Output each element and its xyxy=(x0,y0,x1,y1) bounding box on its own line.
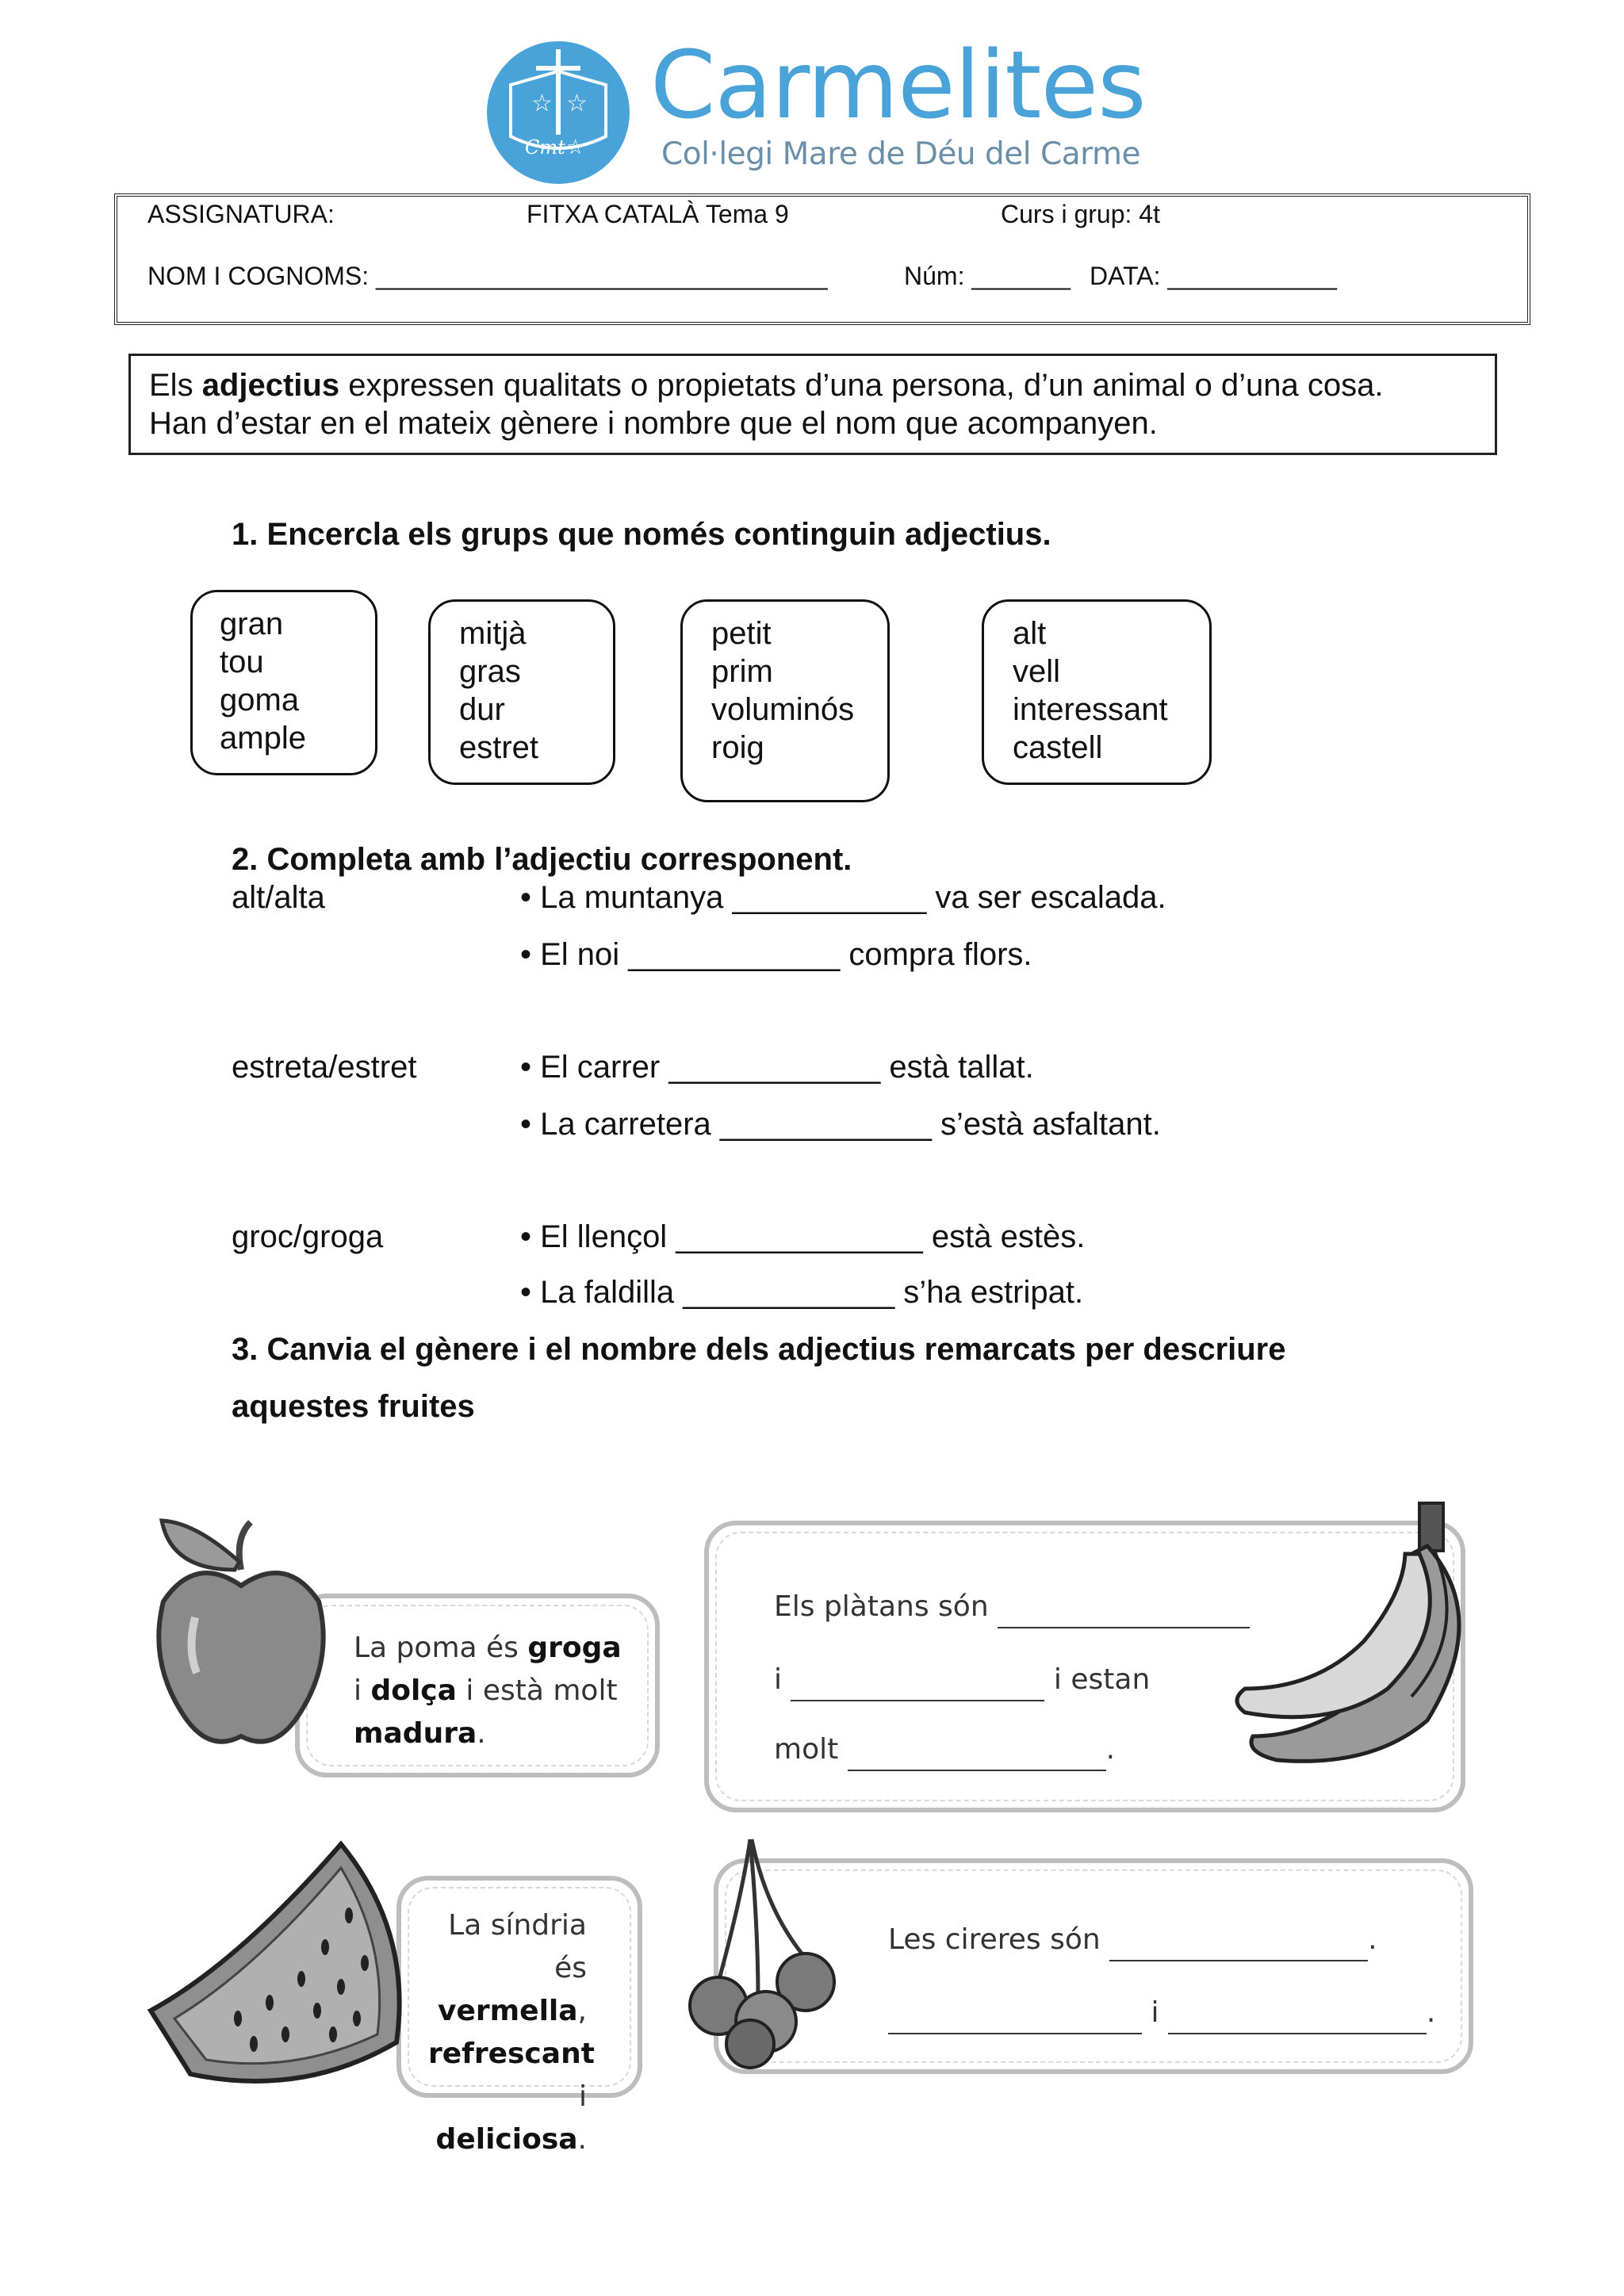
answer-blank[interactable] xyxy=(998,1600,1250,1628)
answer-blank[interactable] xyxy=(1168,2006,1427,2034)
sentence-blank[interactable]: • La faldilla ____________ s’ha estripat. xyxy=(520,1275,1084,1310)
definition-line-1: Els adjectius expressen qualitats o propietats d’una persona, d’un animal o d’una cosa. xyxy=(149,368,1384,403)
exercise-3-title-line-2: aquestes fruites xyxy=(232,1389,475,1424)
svg-text:☆: ☆ xyxy=(566,136,585,159)
banana-line-2[interactable]: i i estan xyxy=(774,1659,1150,1701)
banana-line-3[interactable]: molt . xyxy=(774,1728,1115,1771)
number-field[interactable]: Núm: _______ xyxy=(904,262,1071,290)
svg-text:Cmt: Cmt xyxy=(525,136,565,159)
cherries-icon xyxy=(687,1831,845,2069)
word: dur xyxy=(459,692,505,727)
sentence-blank[interactable]: • La carretera ____________ s’està asfaltant. xyxy=(520,1107,1161,1142)
word: petit xyxy=(711,616,772,651)
adjective-pair: alt/alta xyxy=(232,880,325,915)
adjective-pair: groc/groga xyxy=(232,1219,384,1254)
definition-line-2: Han d’estar en el mateix gènere i nombre que el nom que acompanyen. xyxy=(149,406,1158,441)
brand-title: Carmelites xyxy=(650,30,1146,140)
svg-text:☆: ☆ xyxy=(531,90,553,117)
cherries-line-2[interactable]: i . xyxy=(888,1992,1435,2034)
subject-label: ASSIGNATURA: xyxy=(147,200,335,228)
word: mitjà xyxy=(459,616,527,651)
word: estret xyxy=(459,730,539,765)
word: prim xyxy=(711,654,773,689)
banana-icon xyxy=(1229,1498,1499,1784)
exercise-1-title: 1. Encercla els grups que només continguin adjectius. xyxy=(232,517,1051,552)
word: gran xyxy=(220,607,284,641)
word: alt xyxy=(1013,616,1047,651)
apple-icon xyxy=(147,1514,335,1760)
answer-blank[interactable] xyxy=(888,2006,1142,2034)
word-group-2[interactable] xyxy=(428,599,615,785)
word: gras xyxy=(459,654,521,689)
cherries-line-1[interactable]: Les cireres són . xyxy=(888,1919,1377,1961)
exercise-2-title: 2. Completa amb l’adjectiu corresponent. xyxy=(232,842,852,877)
sheet-title: FITXA CATALÀ Tema 9 xyxy=(527,200,789,228)
brand-subtitle: Col·legi Mare de Déu del Carme xyxy=(661,136,1140,172)
apple-text: La poma és groga i dolça i està molt madura. xyxy=(354,1632,622,1750)
sentence-blank[interactable]: • La muntanya ___________ va ser escalada. xyxy=(520,880,1166,915)
word: ample xyxy=(220,721,306,756)
school-logo xyxy=(487,41,630,184)
watermelon-icon xyxy=(143,1836,412,2090)
word: tou xyxy=(220,645,264,679)
banana-line-1[interactable]: Els plàtans són xyxy=(774,1586,1250,1628)
sentence-blank[interactable]: • El noi ____________ compra flors. xyxy=(520,937,1032,972)
adjective-pair: estreta/estret xyxy=(232,1050,417,1085)
word: interessant xyxy=(1013,692,1168,727)
word-group-1[interactable] xyxy=(190,590,377,775)
watermelon-text: La síndria és vermella, refrescant i deliciosa. xyxy=(428,1909,595,2156)
name-field[interactable]: NOM I COGNOMS: ________________________________ xyxy=(147,262,828,290)
answer-blank[interactable] xyxy=(848,1743,1106,1771)
word: vell xyxy=(1013,654,1061,689)
exercise-3-title-line-1: 3. Canvia el gènere i el nombre dels adjectius remarcats per descriure xyxy=(232,1332,1286,1367)
word: roig xyxy=(711,730,764,765)
sentence-blank[interactable]: • El llençol ______________ està estès. xyxy=(520,1219,1086,1254)
svg-text:☆: ☆ xyxy=(566,90,588,117)
word: goma xyxy=(220,683,300,718)
course-label: Curs i grup: 4t xyxy=(1001,200,1160,228)
sentence-blank[interactable]: • El carrer ____________ està tallat. xyxy=(520,1050,1034,1085)
word-group-3[interactable] xyxy=(680,599,890,802)
word-group-4[interactable] xyxy=(982,599,1212,785)
answer-blank[interactable] xyxy=(1109,1933,1368,1961)
answer-blank[interactable] xyxy=(791,1673,1044,1701)
word: voluminós xyxy=(711,692,855,727)
word: castell xyxy=(1013,730,1103,765)
cross-stars-icon xyxy=(487,41,630,184)
date-field[interactable]: DATA: ____________ xyxy=(1090,262,1337,290)
